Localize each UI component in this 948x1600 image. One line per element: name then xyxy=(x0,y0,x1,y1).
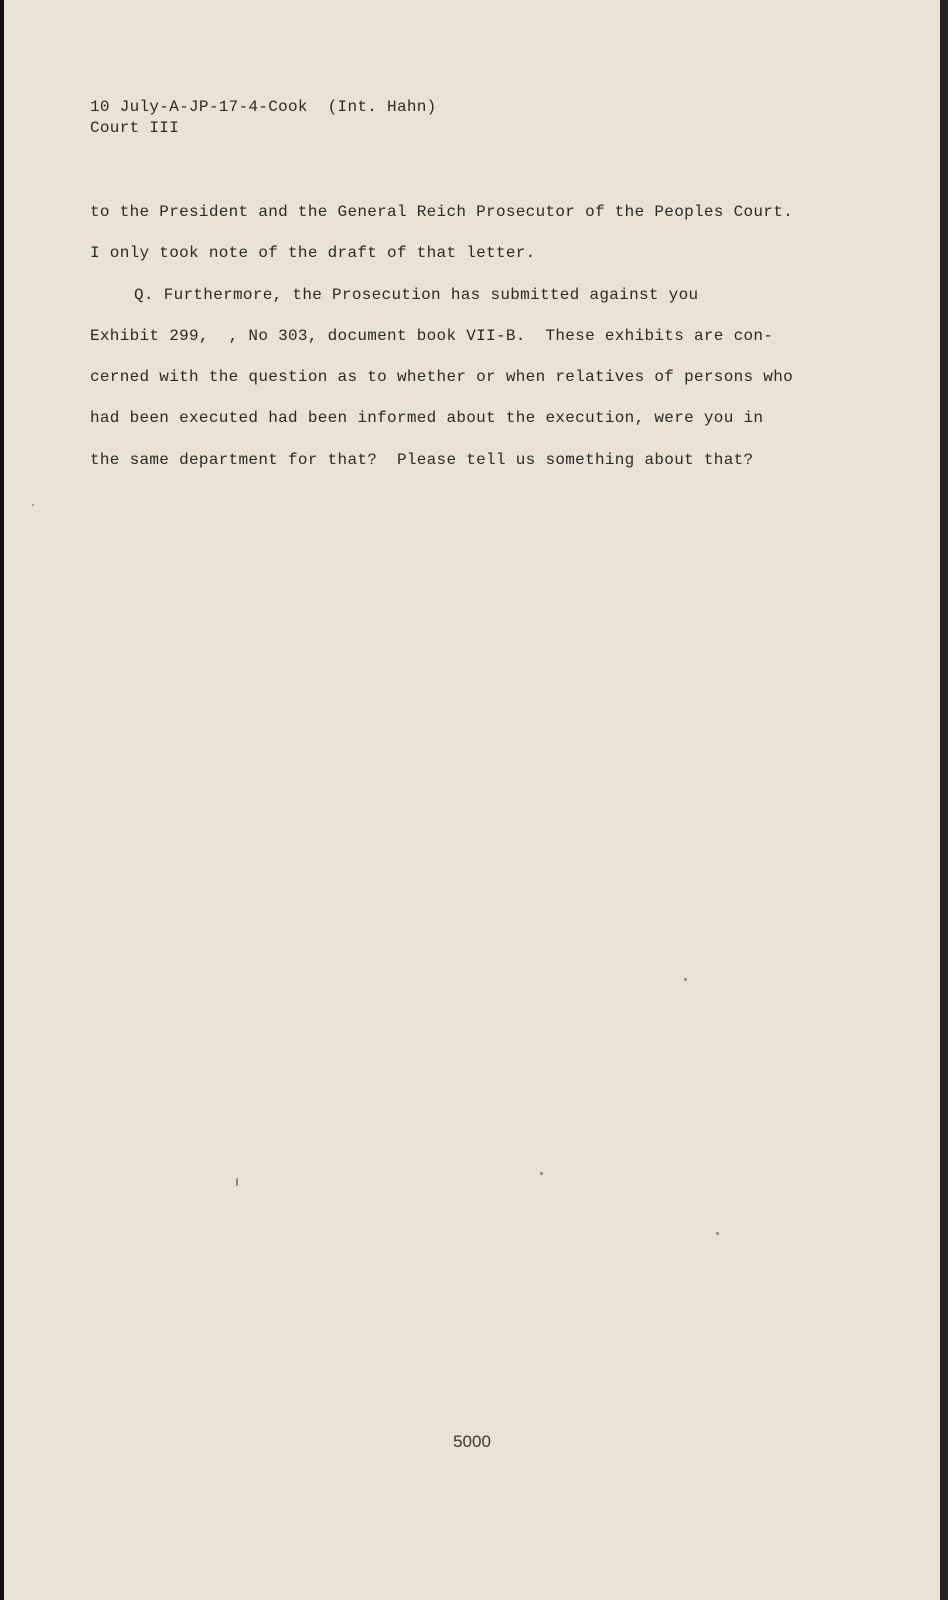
question-line: Q. Furthermore, the Prosecution has submitted against you xyxy=(134,285,699,304)
header-court-line: Court III xyxy=(90,119,180,137)
page-number: 5000 xyxy=(453,1432,491,1451)
transcript-body xyxy=(90,198,850,487)
paper-speck xyxy=(32,504,34,506)
transcript-line: the same department for that? Please tell us something about that? xyxy=(90,450,754,469)
scan-edge-right xyxy=(940,0,948,1600)
transcript-line: I only took note of the draft of that letter. xyxy=(90,244,536,263)
header-session-line: 10 July-A-JP-17-4-Cook (Int. Hahn) xyxy=(90,98,437,116)
document-page xyxy=(4,0,940,1600)
transcript-line: to the President and the General Reich Prosecutor of the Peoples Court. xyxy=(90,203,794,221)
paper-speck xyxy=(236,1178,238,1186)
transcript-line: cerned with the question as to whether or when relatives of persons who xyxy=(90,368,794,387)
paper-speck xyxy=(540,1172,543,1175)
document-header xyxy=(90,97,437,139)
paper-speck xyxy=(684,978,687,981)
transcript-line: had been executed had been informed about the execution, were you in xyxy=(90,409,764,428)
transcript-line: Exhibit 299, , No 303, document book VII-B. These exhibits are con- xyxy=(90,326,774,345)
paper-speck xyxy=(716,1232,719,1235)
